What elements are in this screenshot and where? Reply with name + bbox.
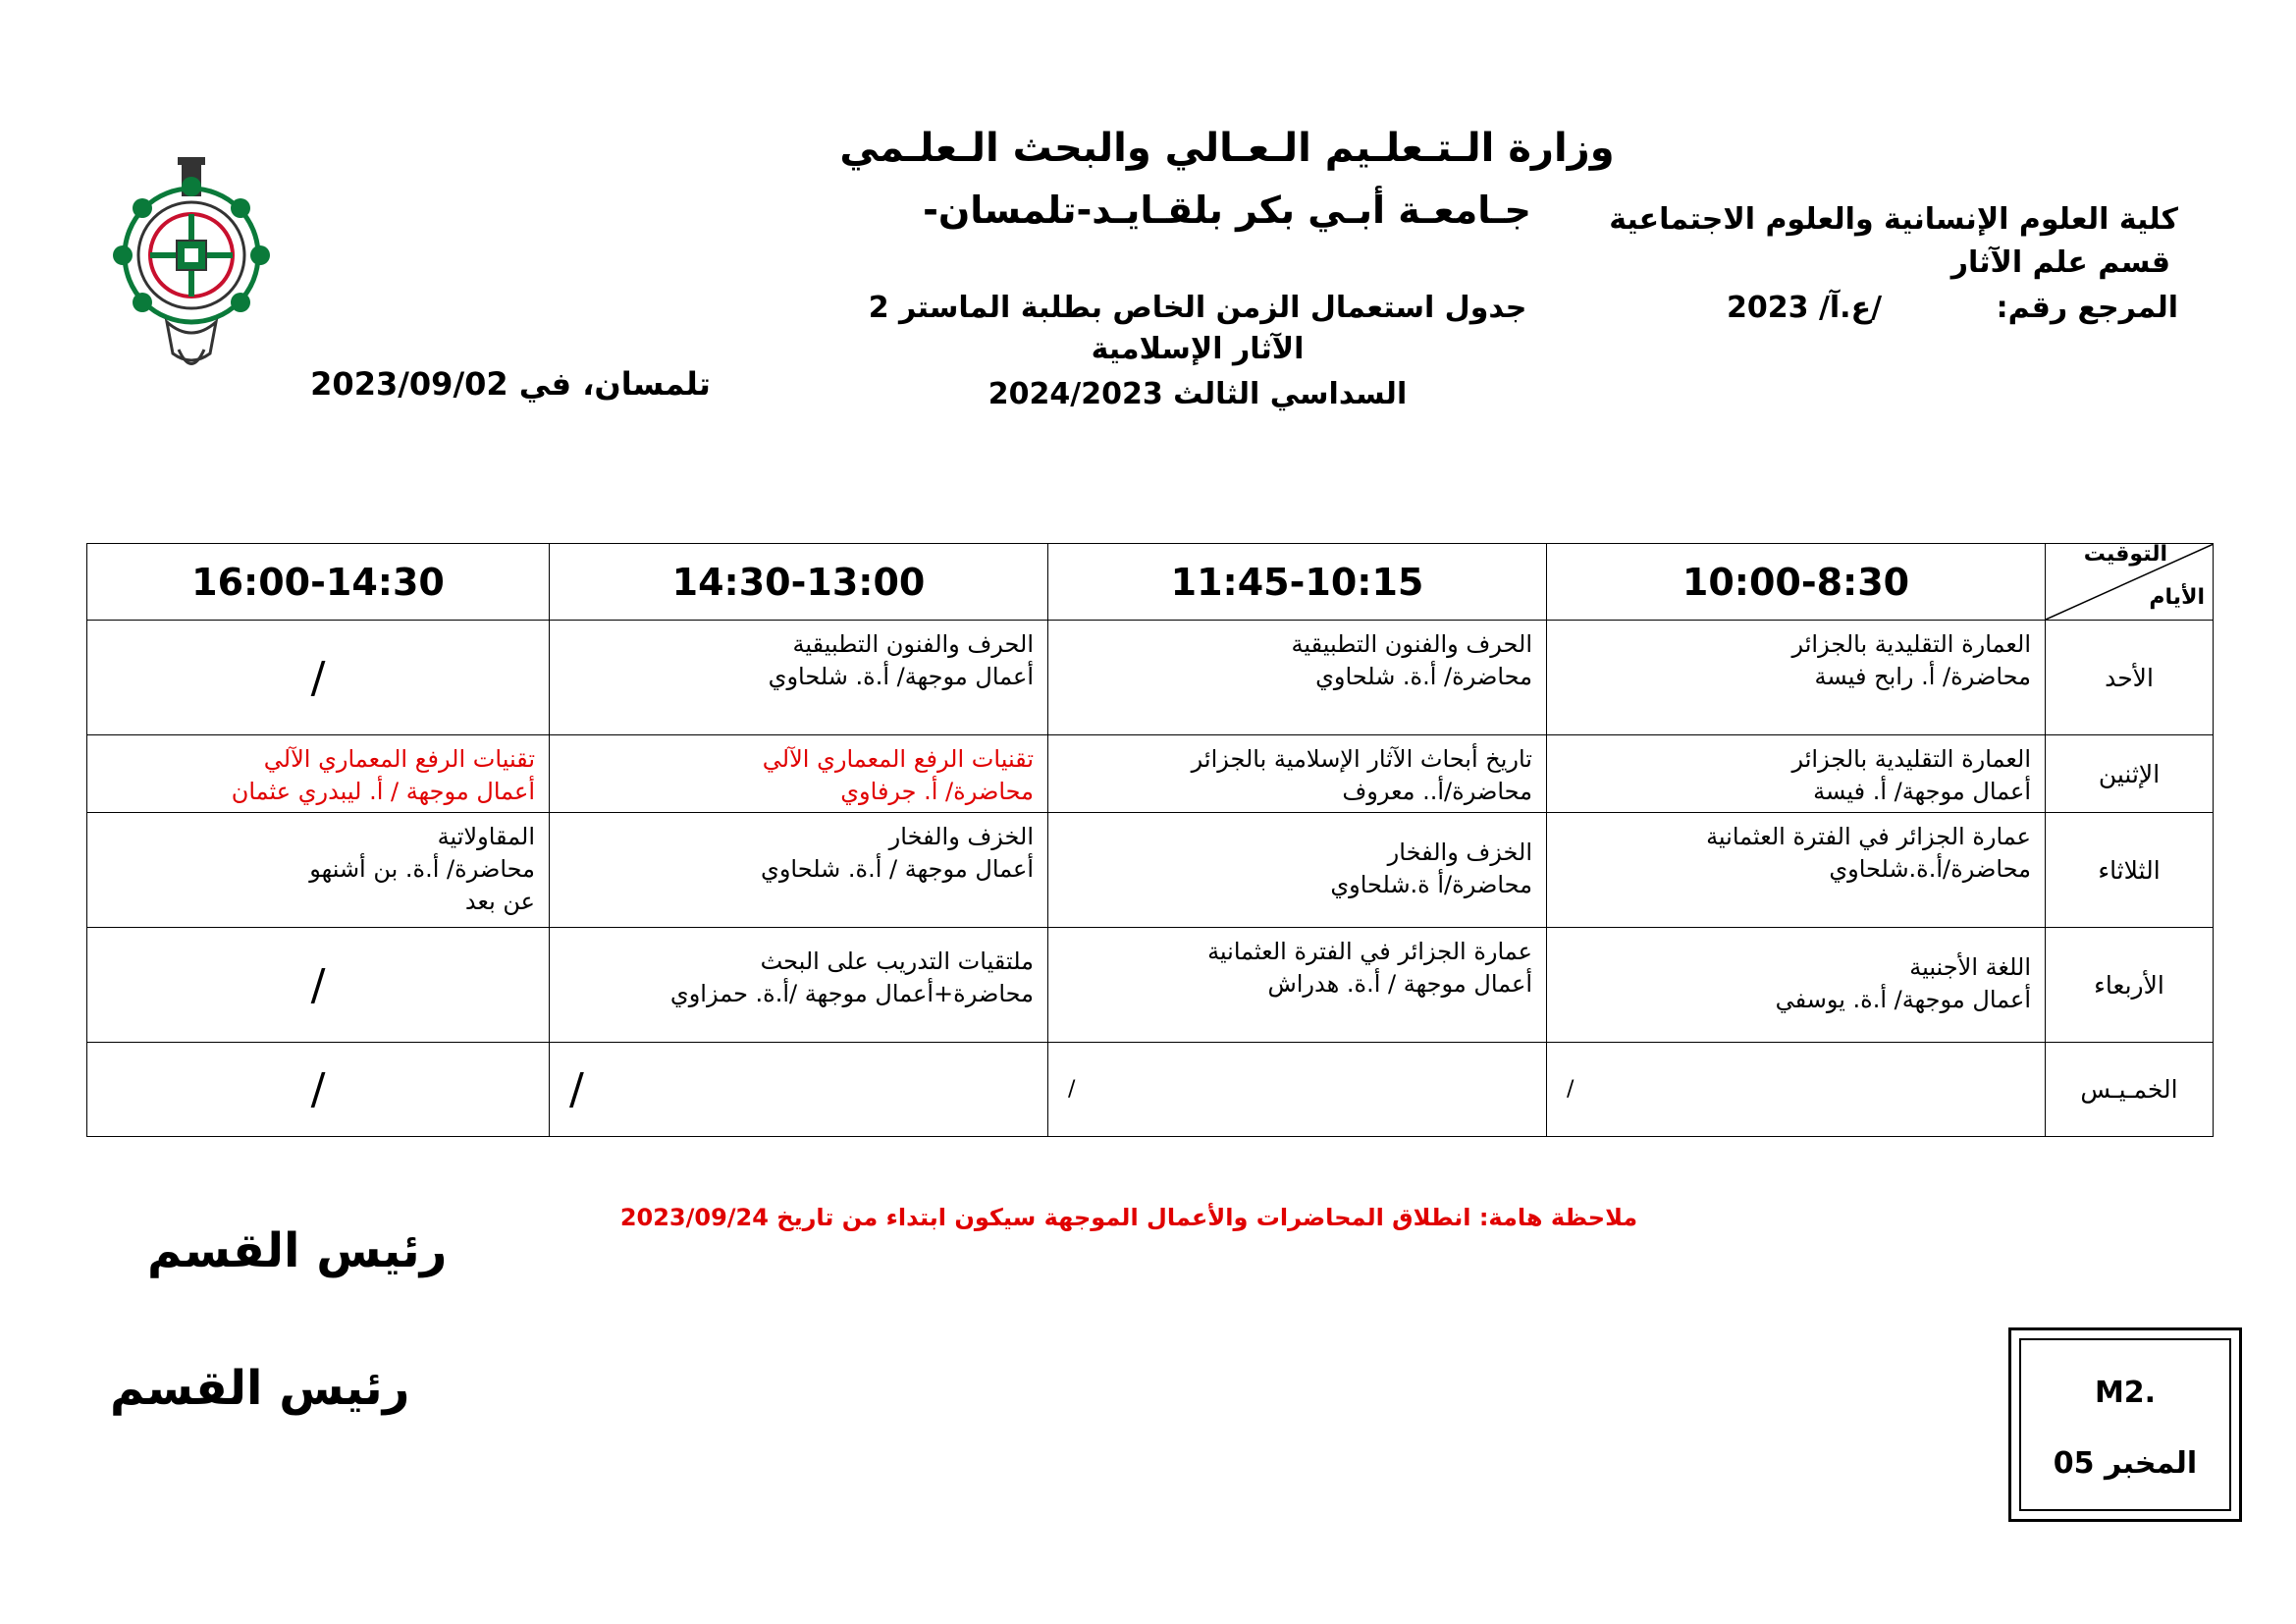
time-slot-header: 16:00-14:30 xyxy=(87,544,550,621)
reference-line xyxy=(1727,291,2178,325)
course-name: المقاولاتية xyxy=(437,823,535,850)
lab-box-inner xyxy=(2019,1338,2231,1511)
course-mode: عن بعد xyxy=(464,888,535,915)
table-row xyxy=(87,928,2214,1043)
course-cell xyxy=(87,735,550,813)
corner-days-label: الأيام xyxy=(2149,585,2205,610)
course-cell xyxy=(550,928,1048,1043)
empty-slot: / xyxy=(87,621,550,735)
course-cell xyxy=(1547,813,2046,928)
reference-label: المرجع رقم: xyxy=(1996,291,2178,325)
course-name: تقنيات الرفع المعماري الآلي xyxy=(263,745,535,773)
schedule-subtitle: الآثار الإسلامية xyxy=(1091,332,1305,366)
reference-value: /ع.آ/ 2023 xyxy=(1727,291,1883,325)
course-detail: محاضرة+أعمال موجهة /أ.ة. حمزاوي xyxy=(669,980,1034,1007)
course-name: العمارة التقليدية بالجزائر xyxy=(1791,630,2031,658)
course-detail: محاضرة/ أ. جرفاوي xyxy=(840,778,1034,805)
semester-label: السداسي الثالث 2024/2023 xyxy=(988,377,1408,411)
time-slot-header: 10:00-8:30 xyxy=(1547,544,2046,621)
course-detail: محاضرة/أ.. معروف xyxy=(1342,778,1532,805)
course-name: الخزف والفخار xyxy=(1387,839,1532,866)
course-detail: محاضرة/ أ.ة. بن أشنهو xyxy=(309,855,535,883)
course-detail: أعمال موجهة / أ. ليبدري عثمان xyxy=(231,778,535,805)
course-detail: أعمال موجهة / أ.ة. شلحاوي xyxy=(761,855,1034,883)
faculty-name: كلية العلوم الإنسانية والعلوم الاجتماعية xyxy=(1609,202,2178,237)
course-detail: محاضرة/أ.ة.شلحاوي xyxy=(1829,855,2031,883)
day-cell: الإثنين xyxy=(2046,735,2214,813)
course-cell xyxy=(1048,928,1547,1043)
course-name: العمارة التقليدية بالجزائر xyxy=(1791,745,2031,773)
empty-slot: / xyxy=(1048,1043,1547,1137)
course-name: ملتقيات التدريب على البحث xyxy=(760,947,1034,975)
course-cell xyxy=(1547,621,2046,735)
course-cell xyxy=(1048,621,1547,735)
lab-code: M2. xyxy=(2094,1376,2157,1410)
course-cell xyxy=(550,621,1048,735)
course-name: الحرف والفنون التطبيقية xyxy=(1291,630,1532,658)
day-cell: الأحد xyxy=(2046,621,2214,735)
empty-slot: / xyxy=(87,1043,550,1137)
course-cell xyxy=(550,813,1048,928)
empty-slot: / xyxy=(550,1043,1048,1137)
day-cell: الخمـيـس xyxy=(2046,1043,2214,1137)
course-detail: محاضرة/ أ.ة. شلحاوي xyxy=(1315,663,1532,690)
important-note: ملاحظة هامة: انطلاق المحاضرات والأعمال الموجهة سيكون ابتداء من تاريخ 2023/09/24 xyxy=(619,1204,1638,1231)
course-cell xyxy=(1547,928,2046,1043)
table-row xyxy=(87,813,2214,928)
head-of-department-signature: رئيس القسم xyxy=(110,1361,410,1416)
course-name: عمارة الجزائر في الفترة العثمانية xyxy=(1706,823,2031,850)
lab-box xyxy=(2008,1327,2242,1522)
course-cell xyxy=(1048,813,1547,928)
course-name: تقنيات الرفع المعماري الآلي xyxy=(762,745,1034,773)
table-row xyxy=(87,735,2214,813)
course-name: تاريخ أبحاث الآثار الإسلامية بالجزائر xyxy=(1191,745,1532,773)
course-detail: محاضرة/أ ة.شلحاوي xyxy=(1330,871,1532,898)
corner-time-label: التوقيت xyxy=(2083,542,2167,567)
table-row xyxy=(87,1043,2214,1137)
empty-slot: / xyxy=(1547,1043,2046,1137)
lab-room: المخبر 05 xyxy=(2053,1446,2198,1481)
course-cell xyxy=(1048,735,1547,813)
day-cell: الثلاثاء xyxy=(2046,813,2214,928)
course-detail: محاضرة/ أ. رابح فيسة xyxy=(1814,663,2031,690)
timetable xyxy=(86,543,2214,1137)
course-name: الخزف والفخار xyxy=(888,823,1034,850)
empty-slot: / xyxy=(87,928,550,1043)
course-name: الحرف والفنون التطبيقية xyxy=(792,630,1034,658)
time-slot-header: 11:45-10:15 xyxy=(1048,544,1547,621)
department-name: قسم علم الآثار xyxy=(1950,245,2170,280)
table-row xyxy=(87,621,2214,735)
course-detail: أعمال موجهة/ أ.ة. شلحاوي xyxy=(768,663,1034,690)
university-logo-icon xyxy=(108,157,275,378)
date-line: تلمسان، في 2023/09/02 xyxy=(310,365,711,403)
university-title: جـامعـة أبـي بكر بلقـايـد-تلمسان- xyxy=(923,189,1531,232)
ministry-title: وزارة الـتـعلـيم الـعـالي والبحث الـعلـمي xyxy=(839,126,1615,171)
course-name: اللغة الأجنبية xyxy=(1909,953,2031,981)
course-detail: أعمال موجهة/ أ.ة. يوسفي xyxy=(1775,986,2031,1013)
course-detail: أعمال موجهة/ أ. فيسة xyxy=(1813,778,2031,805)
course-cell xyxy=(87,813,550,928)
course-cell xyxy=(1547,735,2046,813)
timetable-header-row xyxy=(87,544,2214,621)
course-name: عمارة الجزائر في الفترة العثمانية xyxy=(1207,938,1532,965)
day-cell: الأربعاء xyxy=(2046,928,2214,1043)
course-cell xyxy=(550,735,1048,813)
corner-header xyxy=(2046,544,2214,621)
schedule-title: جدول استعمال الزمن الخاص بطلبة الماستر 2 xyxy=(868,291,1527,325)
course-detail: أعمال موجهة / أ.ة. هدراش xyxy=(1267,970,1532,998)
time-slot-header: 14:30-13:00 xyxy=(550,544,1048,621)
head-of-department-signature: رئيس القسم xyxy=(147,1223,448,1278)
